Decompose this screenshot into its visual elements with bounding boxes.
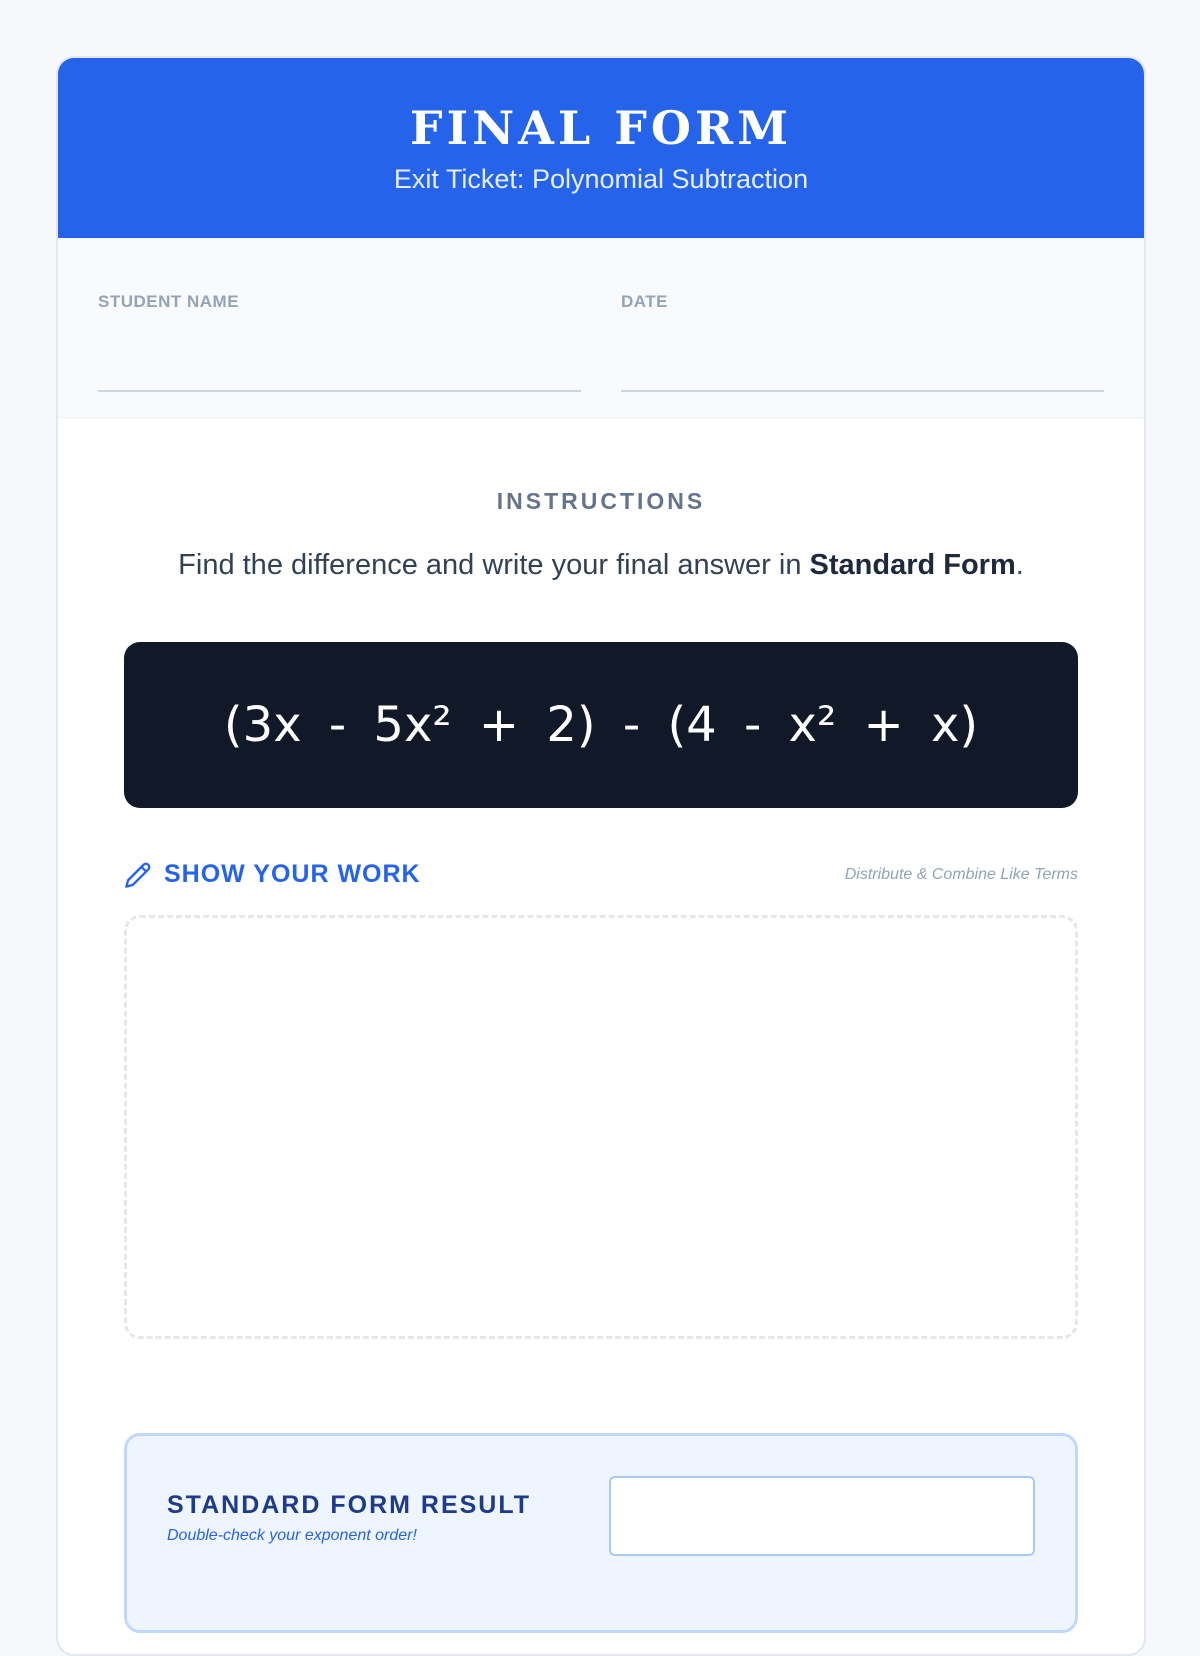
result-section: [124, 1433, 1078, 1633]
instructions-text-start: Find the difference and write your final answer in: [178, 549, 810, 581]
page-subtitle: Exit Ticket: Polynomial Subtraction: [393, 164, 809, 194]
date-label: DATE: [621, 292, 669, 311]
result-hint: Double-check your exponent order!: [167, 1527, 417, 1544]
instructions-text: [124, 546, 1078, 584]
work-title: [124, 860, 421, 889]
problem-expression: (3x - 5x² + 2) - (4 - x² + x): [124, 642, 1078, 808]
result-label-group: [167, 1476, 569, 1630]
result-title: STANDARD FORM RESULT: [167, 1491, 532, 1519]
show-work-label: SHOW YOUR WORK: [164, 860, 421, 888]
standard-form-answer-input[interactable]: [609, 1476, 1035, 1556]
student-name-label: STUDENT NAME: [98, 292, 240, 311]
work-header: [124, 860, 1078, 889]
worksheet-body: [58, 486, 1144, 1633]
instructions-heading: INSTRUCTIONS: [496, 488, 706, 514]
student-info-section: [58, 238, 1144, 418]
pencil-icon: [124, 861, 152, 889]
date-input[interactable]: [621, 354, 1104, 392]
work-area[interactable]: [124, 915, 1078, 1339]
date-field: [621, 292, 1104, 417]
instructions-text-emphasis: Standard Form: [809, 549, 1016, 581]
work-hint: Distribute & Combine Like Terms: [844, 865, 1078, 883]
page-title: FINAL FORM: [409, 101, 793, 155]
student-name-input[interactable]: [98, 354, 581, 392]
student-name-field: [98, 292, 581, 417]
exit-ticket-card: [56, 56, 1146, 1656]
header-banner: [58, 58, 1144, 238]
instructions-text-end: .: [1015, 549, 1024, 581]
